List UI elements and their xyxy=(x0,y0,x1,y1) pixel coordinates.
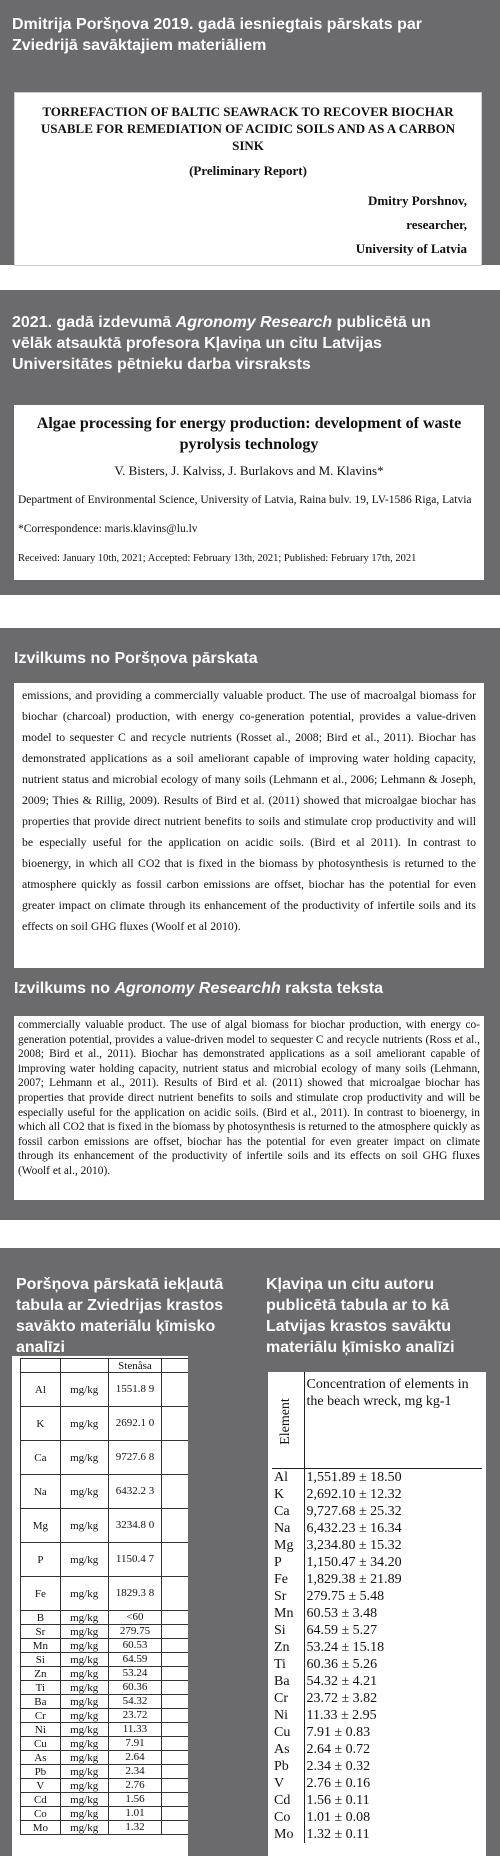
empty-cell xyxy=(162,1611,188,1625)
element-cell: Si xyxy=(21,1653,61,1667)
value-cell: 1829.3 8 xyxy=(108,1577,162,1611)
klavins-table xyxy=(272,1372,482,1843)
concentration-cell: 60.36 ± 5.26 xyxy=(304,1656,482,1673)
unit-cell: mg/kg xyxy=(60,1639,108,1653)
table-row xyxy=(21,1709,189,1723)
article-dates: Received: January 10th, 2021; Accepted: February 13th, 2021; Published: February 17th, 2021 xyxy=(18,553,417,564)
element-cell: Mn xyxy=(274,1605,294,1621)
value-cell: 54.32 xyxy=(108,1695,162,1709)
table-row xyxy=(272,1690,482,1707)
excerpt-text: commercially valuable product. The use of algal biomass for biochar production, with energy co-generation potential, provides a value-driven model to sequester C and recycle nutrients (Ross et al., 2008; Bird et al., 2011). Biochar has demonstrated applications as a soil ameliorant capable of improving water holding capacity, nutrient status and microbial ecology of many soils (Lehmann, 2007; Lehmann et al., 2011). Results of Bird et al. (2011) showed that microalgae biochar has properties that provide direct nutrient benefits to soils and stimulate crop productivity and will be especially useful for the application on acidic soils. (Bird et al., 2011). In contrast to bioenergy, in which all CO2 that is fixed in the biomass by photosynthesis is returned to the atmosphere quickly as fossil carbon emissions are offset, biochar has the potential for even greater impact on climate through its enhancement of the productivity of infertile soils and its effects on soil GHG fluxes (Woolf et al., 2010). xyxy=(18,1019,480,1177)
element-cell: Fe xyxy=(274,1571,288,1587)
value-cell: 1551.8 9 xyxy=(108,1373,162,1407)
element-cell: B xyxy=(21,1611,61,1625)
table-row xyxy=(21,1765,189,1779)
empty-cell xyxy=(162,1441,188,1475)
empty-cell xyxy=(162,1737,188,1751)
concentration-cell: 1.56 ± 0.11 xyxy=(304,1792,482,1809)
value-cell: 2.76 xyxy=(108,1779,162,1793)
concentration-column-header: Concentration of elements in the beach wreck, mg kg-1 xyxy=(304,1372,482,1468)
empty-cell xyxy=(162,1681,188,1695)
heading-text-end: raksta teksta xyxy=(280,980,384,997)
empty-cell xyxy=(162,1695,188,1709)
table-row xyxy=(21,1611,189,1625)
element-cell: Pb xyxy=(21,1765,61,1779)
empty-cell xyxy=(162,1625,188,1639)
table-header-empty xyxy=(60,1359,108,1373)
table-row xyxy=(272,1741,482,1758)
value-cell: 1150.4 7 xyxy=(108,1543,162,1577)
table-row xyxy=(272,1724,482,1741)
element-cell: Al xyxy=(21,1373,61,1407)
element-cell: Fe xyxy=(21,1577,61,1611)
article-authors: V. Bisters, J. Kalviss, J. Burlakovs and M. Klavins* xyxy=(114,463,384,478)
element-cell: Mn xyxy=(21,1639,61,1653)
element-cell: Co xyxy=(274,1809,291,1825)
element-cell: Co xyxy=(21,1807,61,1821)
table-row xyxy=(272,1468,482,1486)
table-row xyxy=(21,1737,189,1751)
concentration-cell: 60.53 ± 3.48 xyxy=(304,1605,482,1622)
report-subtitle: (Preliminary Report) xyxy=(189,163,307,178)
table-row xyxy=(21,1821,189,1835)
concentration-cell: 23.72 ± 3.82 xyxy=(304,1690,482,1707)
section-heading xyxy=(14,978,484,999)
table-row xyxy=(272,1486,482,1503)
klavins-table-image xyxy=(268,1372,486,1856)
right-heading: Kļaviņa un citu autoru publicētā tabula ar to kā Latvijas krastos savāktu materiālu ķīmisko analīzi xyxy=(266,1276,455,1356)
table-row xyxy=(21,1779,189,1793)
element-cell: Sr xyxy=(21,1625,61,1639)
element-cell: Mo xyxy=(274,1826,294,1842)
element-cell: As xyxy=(21,1751,61,1765)
article-header xyxy=(14,405,484,580)
element-cell: V xyxy=(274,1775,285,1791)
unit-cell: mg/kg xyxy=(60,1653,108,1667)
element-cell: Cu xyxy=(21,1737,61,1751)
value-cell: 23.72 xyxy=(108,1709,162,1723)
table-row xyxy=(21,1807,189,1821)
unit-cell: mg/kg xyxy=(60,1611,108,1625)
value-cell: 6432.2 3 xyxy=(108,1475,162,1509)
unit-cell: mg/kg xyxy=(60,1373,108,1407)
unit-cell: mg/kg xyxy=(60,1407,108,1441)
element-cell: Cd xyxy=(21,1793,61,1807)
element-cell: Ni xyxy=(21,1723,61,1737)
porsnov-table xyxy=(20,1358,188,1835)
element-cell: Ti xyxy=(21,1681,61,1695)
report-role: researcher, xyxy=(406,217,467,232)
empty-cell xyxy=(162,1373,188,1407)
element-cell: Mo xyxy=(21,1821,61,1835)
table-row xyxy=(21,1681,189,1695)
concentration-cell: 2.64 ± 0.72 xyxy=(304,1741,482,1758)
unit-cell: mg/kg xyxy=(60,1793,108,1807)
empty-cell xyxy=(162,1543,188,1577)
section-heading xyxy=(12,312,442,375)
element-cell: Zn xyxy=(274,1639,290,1655)
empty-cell xyxy=(162,1509,188,1543)
element-cell: P xyxy=(21,1543,61,1577)
table-row xyxy=(21,1441,189,1475)
element-cell: K xyxy=(21,1407,61,1441)
concentration-cell: 1.01 ± 0.08 xyxy=(304,1809,482,1826)
table-row xyxy=(21,1751,189,1765)
concentration-cell: 6,432.23 ± 16.34 xyxy=(304,1520,482,1537)
table-row xyxy=(272,1520,482,1537)
empty-cell xyxy=(162,1779,188,1793)
concentration-cell: 9,727.68 ± 25.32 xyxy=(304,1503,482,1520)
table-row xyxy=(21,1653,189,1667)
element-cell: Cu xyxy=(274,1724,291,1740)
concentration-cell: 53.24 ± 15.18 xyxy=(304,1639,482,1656)
table-header-empty xyxy=(21,1359,61,1373)
table-row xyxy=(21,1475,189,1509)
table-row xyxy=(21,1577,189,1611)
table-row xyxy=(21,1695,189,1709)
klavins-table-body xyxy=(272,1468,482,1843)
table-row xyxy=(272,1554,482,1571)
concentration-cell: 64.59 ± 5.27 xyxy=(304,1622,482,1639)
excerpt-page xyxy=(14,683,484,968)
table-row xyxy=(21,1639,189,1653)
table-row xyxy=(272,1826,482,1843)
table-header-site: Stenåsa xyxy=(108,1359,162,1373)
value-cell: 2.64 xyxy=(108,1751,162,1765)
article-department: Department of Environmental Science, University of Latvia, Raina bulv. 19, LV-1586 Riga, Latvia xyxy=(18,494,472,506)
concentration-cell: 2,692.10 ± 12.32 xyxy=(304,1486,482,1503)
table-row xyxy=(21,1373,189,1407)
value-cell: 3234.8 0 xyxy=(108,1509,162,1543)
unit-cell: mg/kg xyxy=(60,1737,108,1751)
unit-cell: mg/kg xyxy=(60,1625,108,1639)
unit-cell: mg/kg xyxy=(60,1779,108,1793)
table-row xyxy=(272,1758,482,1775)
element-cell: Mg xyxy=(21,1509,61,1543)
unit-cell: mg/kg xyxy=(60,1807,108,1821)
element-cell: As xyxy=(274,1741,290,1757)
element-cell: P xyxy=(274,1554,282,1570)
journal-name: Agronomy Research xyxy=(175,314,333,331)
value-cell: 64.59 xyxy=(108,1653,162,1667)
table-row xyxy=(272,1605,482,1622)
value-cell: 1.01 xyxy=(108,1807,162,1821)
element-cell: Ti xyxy=(274,1656,286,1672)
concentration-cell: 2.76 ± 0.16 xyxy=(304,1775,482,1792)
unit-cell: mg/kg xyxy=(60,1667,108,1681)
element-cell: Ca xyxy=(21,1441,61,1475)
element-cell: Al xyxy=(274,1469,288,1485)
empty-cell xyxy=(162,1821,188,1835)
concentration-cell: 1,551.89 ± 18.50 xyxy=(304,1468,482,1486)
section-porsnov-excerpt xyxy=(0,628,500,968)
empty-cell xyxy=(162,1807,188,1821)
table-row xyxy=(272,1707,482,1724)
concentration-cell: 1.32 ± 0.11 xyxy=(304,1826,482,1843)
concentration-cell: 3,234.80 ± 15.32 xyxy=(304,1537,482,1554)
unit-cell: mg/kg xyxy=(60,1821,108,1835)
value-cell: 9727.6 8 xyxy=(108,1441,162,1475)
table-row xyxy=(272,1537,482,1554)
table-row xyxy=(272,1503,482,1520)
empty-cell xyxy=(162,1793,188,1807)
value-cell: 1.32 xyxy=(108,1821,162,1835)
unit-cell: mg/kg xyxy=(60,1709,108,1723)
empty-cell xyxy=(162,1723,188,1737)
empty-cell xyxy=(162,1709,188,1723)
empty-cell xyxy=(162,1667,188,1681)
journal-name: Agronomy Researchh xyxy=(114,980,281,997)
empty-cell xyxy=(162,1577,188,1611)
empty-cell xyxy=(162,1653,188,1667)
unit-cell: mg/kg xyxy=(60,1723,108,1737)
table-row xyxy=(272,1809,482,1826)
empty-cell xyxy=(162,1407,188,1441)
value-cell: 60.36 xyxy=(108,1681,162,1695)
element-cell: Ca xyxy=(274,1503,290,1519)
concentration-cell: 279.75 ± 5.48 xyxy=(304,1588,482,1605)
excerpt-page xyxy=(14,1016,484,1200)
value-cell: 60.53 xyxy=(108,1639,162,1653)
unit-cell: mg/kg xyxy=(60,1695,108,1709)
table-row xyxy=(272,1622,482,1639)
table-row xyxy=(21,1667,189,1681)
element-cell: Sr xyxy=(274,1588,287,1604)
element-cell: Cr xyxy=(274,1690,288,1706)
value-cell: <60 xyxy=(108,1611,162,1625)
empty-cell xyxy=(162,1765,188,1779)
element-cell: Ba xyxy=(274,1673,290,1689)
element-cell: Pb xyxy=(274,1758,289,1774)
element-cell: Cr xyxy=(21,1709,61,1723)
concentration-cell: 7.91 ± 0.83 xyxy=(304,1724,482,1741)
report-author: Dmitry Porshnov, xyxy=(368,193,467,208)
element-column-label: Element xyxy=(277,1397,293,1445)
unit-cell: mg/kg xyxy=(60,1475,108,1509)
table-row xyxy=(21,1509,189,1543)
element-cell: V xyxy=(21,1779,61,1793)
heading-text-start: Izvilkums no xyxy=(14,980,115,997)
empty-cell xyxy=(162,1751,188,1765)
heading-text-start: 2021. gadā izdevumā xyxy=(12,314,176,331)
concentration-cell: 1,150.47 ± 34.20 xyxy=(304,1554,482,1571)
table-row xyxy=(21,1407,189,1441)
heading-text-end: publicētā un vēlāk atsauktā profesora Kļaviņa un citu Latvijas Universitātes pētnieku darba virsraksts xyxy=(12,314,431,373)
article-correspondence: *Correspondence: maris.klavins@lu.lv xyxy=(18,523,198,535)
element-cell: Ba xyxy=(21,1695,61,1709)
table-row xyxy=(272,1673,482,1690)
value-cell: 53.24 xyxy=(108,1667,162,1681)
element-cell: Zn xyxy=(21,1667,61,1681)
element-cell: Si xyxy=(274,1622,286,1638)
article-title: Algae processing for energy production: development of waste pyrolysis technology xyxy=(36,415,462,453)
report-title-page xyxy=(14,92,482,266)
section-tables xyxy=(0,1248,500,1856)
table-row xyxy=(272,1792,482,1809)
table-row xyxy=(21,1625,189,1639)
unit-cell: mg/kg xyxy=(60,1577,108,1611)
porsnov-table-image xyxy=(12,1356,188,1856)
unit-cell: mg/kg xyxy=(60,1509,108,1543)
unit-cell: mg/kg xyxy=(60,1543,108,1577)
unit-cell: mg/kg xyxy=(60,1441,108,1475)
section-heading: Dmitrija Poršņova 2019. gadā iesniegtais pārskats par Zviedrijā savāktajiem materiāliem xyxy=(12,16,422,54)
table-row xyxy=(272,1571,482,1588)
empty-cell xyxy=(162,1639,188,1653)
table-row xyxy=(21,1723,189,1737)
section-agronomy-excerpt xyxy=(0,968,500,1220)
value-cell: 7.91 xyxy=(108,1737,162,1751)
table-row xyxy=(272,1639,482,1656)
report-affiliation: University of Latvia xyxy=(355,241,467,256)
unit-cell: mg/kg xyxy=(60,1681,108,1695)
report-title: TORREFACTION OF BALTIC SEAWRACK TO RECOVER BIOCHAR USABLE FOR REMEDIATION OF ACIDIC SOILS AND AS A CARBON SINK xyxy=(40,104,456,153)
table-row xyxy=(21,1793,189,1807)
concentration-cell: 1,829.38 ± 21.89 xyxy=(304,1571,482,1588)
element-cell: Na xyxy=(21,1475,61,1509)
porsnov-table-body xyxy=(21,1373,189,1835)
unit-cell: mg/kg xyxy=(60,1765,108,1779)
excerpt-text: emissions, and providing a commercially valuable product. The use of macroalgal biomass for biochar (charcoal) production, with energy co-generation potential, provides a value-driven model to sequester C and recycle nutrients (Rosset al., 2008; Bird et al., 2011). Biochar has demonstrated applications as a soil ameliorant capable of improving water holding capacity, nutrient status and microbial ecology of many soils (Lehmann et al., 2006; Lehmann & Joseph, 2009; Thies & Rillig, 2009). Results of Bird et al. (2011) showed that microalgae biochar has properties that provide direct nutrient benefits to soils and stimulate crop productivity and will be especially useful for the application on acidic soils. (Bird et al 2011). In contrast to bioenergy, in which all CO2 that is fixed in the biomass by photosynthesis is returned to the atmosphere quickly as fossil carbon emissions are offset, biochar has the potential for even greater impact on climate through its enhancement of the productivity of infertile soils and its effects on soil GHG fluxes (Woolf et al 2010). xyxy=(22,688,476,933)
value-cell: 2692.1 0 xyxy=(108,1407,162,1441)
table-row xyxy=(21,1543,189,1577)
section-porsnov-report xyxy=(0,0,500,265)
concentration-cell: 54.32 ± 4.21 xyxy=(304,1673,482,1690)
table-header-empty xyxy=(162,1359,188,1373)
table-row xyxy=(272,1588,482,1605)
section-heading: Izvilkums no Poršņova pārskata xyxy=(14,650,258,667)
concentration-cell: 11.33 ± 2.95 xyxy=(304,1707,482,1724)
element-cell: Ni xyxy=(274,1707,288,1723)
empty-cell xyxy=(162,1475,188,1509)
unit-cell: mg/kg xyxy=(60,1751,108,1765)
element-column-header xyxy=(272,1372,304,1468)
element-cell: Mg xyxy=(274,1537,294,1553)
concentration-cell: 2.34 ± 0.32 xyxy=(304,1758,482,1775)
section-agronomy-title xyxy=(0,290,500,595)
element-cell: Cd xyxy=(274,1792,291,1808)
value-cell: 11.33 xyxy=(108,1723,162,1737)
value-cell: 1.56 xyxy=(108,1793,162,1807)
table-row xyxy=(272,1656,482,1673)
left-heading: Poršņova pārskatā iekļautā tabula ar Zviedrijas krastos savākto materiālu ķīmisko analīzi xyxy=(16,1276,224,1356)
value-cell: 2.34 xyxy=(108,1765,162,1779)
element-cell: K xyxy=(274,1486,285,1502)
table-row xyxy=(272,1775,482,1792)
value-cell: 279.75 xyxy=(108,1625,162,1639)
element-cell: Na xyxy=(274,1520,291,1536)
